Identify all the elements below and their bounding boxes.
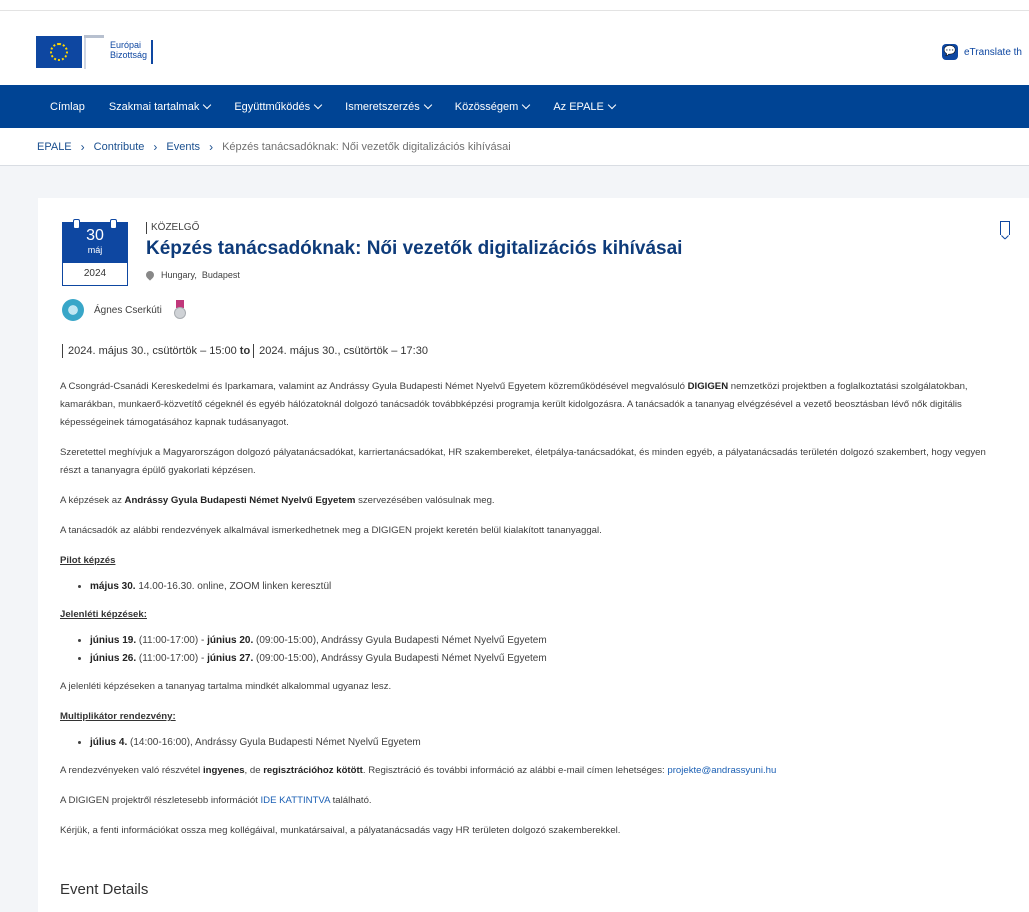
nav-item-szakmai-tartalmak[interactable]: Szakmai tartalmak (109, 101, 210, 113)
breadcrumb (0, 128, 1029, 166)
etranslate-button[interactable]: 💬 eTranslate th (942, 44, 1022, 60)
section-heading-pilot: Pilot képzés (60, 555, 116, 566)
end-datetime: 2024. május 30., csütörtök – 17:30 (259, 345, 428, 357)
chevron-right-icon: › (80, 139, 85, 154)
date-year: 2024 (83, 268, 107, 279)
nav-item-cimlap[interactable]: Címlap (50, 100, 85, 113)
breadcrumb-events[interactable]: Events (166, 140, 201, 153)
avatar[interactable] (62, 299, 84, 321)
paragraph: A tanácsadók az alábbi rendezvények alkalmával ismerkedhetnek meg a DIGIGEN projekt keretén belül kialakított tananyaggal. (60, 525, 602, 536)
list-item: • június 26. (11:00-17:00) - június 27. (09:00-15:00), Andrássy Gyula Budapesti Német Nyelvű Egyetem (90, 650, 1005, 668)
email-link[interactable]: projekte@andrassyuni.hu (667, 765, 777, 776)
list (60, 734, 1005, 752)
chevron-down-icon (314, 101, 322, 109)
event-datetime (62, 344, 428, 358)
status-badge: KÖZELGŐ (146, 222, 199, 234)
european-commission-logo[interactable] (36, 35, 153, 69)
list (60, 578, 1005, 596)
paragraph: Szeretettel meghívjuk a Magyarországon dolgozó pályatanácsadókat, karriertanácsadókat, HR szakembereket, életpálya-tanácsadókat, és minden egyéb, a pályatanácsadás területén dolgozó szakembert, hogy vegyen részt a tananyagra épülő gyakorlati képzésen. (60, 447, 986, 476)
list-item: • május 30. 14.00-16.30. online, ZOOM linken keresztül (90, 578, 1005, 596)
eu-flag-icon (36, 36, 82, 68)
section-heading-jelenleti: Jelenléti képzések: (60, 609, 147, 620)
translate-icon: 💬 (942, 44, 958, 60)
event-description (60, 378, 1005, 852)
event-details-heading: Event Details (60, 881, 149, 898)
page-title: Képzés tanácsadóknak: Női vezetők digitalizációs kihívásai (146, 238, 683, 259)
main-nav (0, 85, 1029, 128)
author-block (62, 299, 186, 321)
paragraph: A Csongrád-Csanádi Kereskedelmi és Iparkamara, valamint az Andrássy Gyula Budapesti Német Nyelvű Egyetem közreműködésével megvalósuló DIGIGEN nemzetközi projektben a foglalkoztatási szolgálatokban, kamarákban, munkaerő-közvetítő cégeknél és egyéb hálózatoknál dolgozó tanácsadók továbbképzési programja került kidolgozásra. A tanácsadók a tananyag elvégzésével a vezető beosztásban lévő nők digitális képességeinek támogatásához kapnak tudásanyagot. (60, 381, 968, 428)
paragraph: A DIGIGEN projektről részletesebb információt IDE KATTINTVA található. (60, 795, 372, 806)
list-item: • június 19. (11:00-17:00) - június 20. (09:00-15:00), Andrássy Gyula Budapesti Német Nyelvű Egyetem (90, 632, 1005, 650)
berlaymont-icon (84, 35, 104, 69)
more-info-link[interactable]: IDE KATTINTVA (260, 795, 330, 806)
bookmark-icon[interactable] (1000, 221, 1010, 235)
paragraph: A képzések az Andrássy Gyula Budapesti Német Nyelvű Egyetem szervezésében valósulnak meg. (60, 495, 495, 506)
breadcrumb-epale[interactable]: EPALE (37, 140, 72, 153)
date-badge (62, 222, 128, 286)
chevron-down-icon (203, 101, 211, 109)
section-heading-multiplikator: Multiplikátor rendezvény: (60, 711, 176, 722)
chevron-down-icon (608, 101, 616, 109)
start-datetime: 2024. május 30., csütörtök – 15:00 (68, 345, 237, 357)
nav-item-ismeretszerzes[interactable]: Ismeretszerzés (345, 101, 431, 113)
event-card (38, 198, 1029, 912)
nav-item-egyuttmukodes[interactable]: Együttműködés (234, 101, 321, 113)
date-month: máj (87, 245, 103, 255)
list (60, 632, 1005, 668)
chevron-down-icon (522, 101, 530, 109)
paragraph: A rendezvényeken való részvétel ingyenes, de regisztrációhoz kötött. Regisztráció és további információ az alábbi e-mail címen lehetséges: projekte@andrassyuni.hu (60, 765, 777, 776)
chevron-right-icon: › (209, 139, 214, 154)
site-header (0, 11, 1029, 85)
logo-text: Európai Bizottság (110, 40, 153, 64)
to-label: to (239, 345, 251, 357)
event-location: Hungary, Budapest (146, 270, 240, 280)
breadcrumb-contribute[interactable]: Contribute (93, 140, 145, 153)
nav-item-kozossegem[interactable]: Közösségem (455, 101, 530, 113)
nav-item-az-epale[interactable]: Az EPALE (553, 101, 615, 113)
chevron-down-icon (423, 101, 431, 109)
breadcrumb-current: Képzés tanácsadóknak: Női vezetők digitalizációs kihívásai (222, 140, 511, 153)
chevron-right-icon: › (153, 139, 158, 154)
location-pin-icon (144, 269, 155, 280)
paragraph: Kérjük, a fenti információkat ossza meg kollégáival, munkatársaival, a pályatanácsadás vagy HR területen dolgozó szakemberekkel. (60, 825, 621, 836)
list-item: • július 4. (14:00-16:00), Andrássy Gyula Budapesti Német Nyelvű Egyetem (90, 734, 1005, 752)
paragraph: A jelenléti képzéseken a tananyag tartalma mindkét alkalommal ugyanaz lesz. (60, 681, 392, 692)
author-name[interactable]: Ágnes Cserkúti (94, 304, 162, 316)
top-strip (0, 0, 1029, 11)
date-day: 30 (86, 227, 104, 244)
medal-icon (174, 300, 186, 320)
